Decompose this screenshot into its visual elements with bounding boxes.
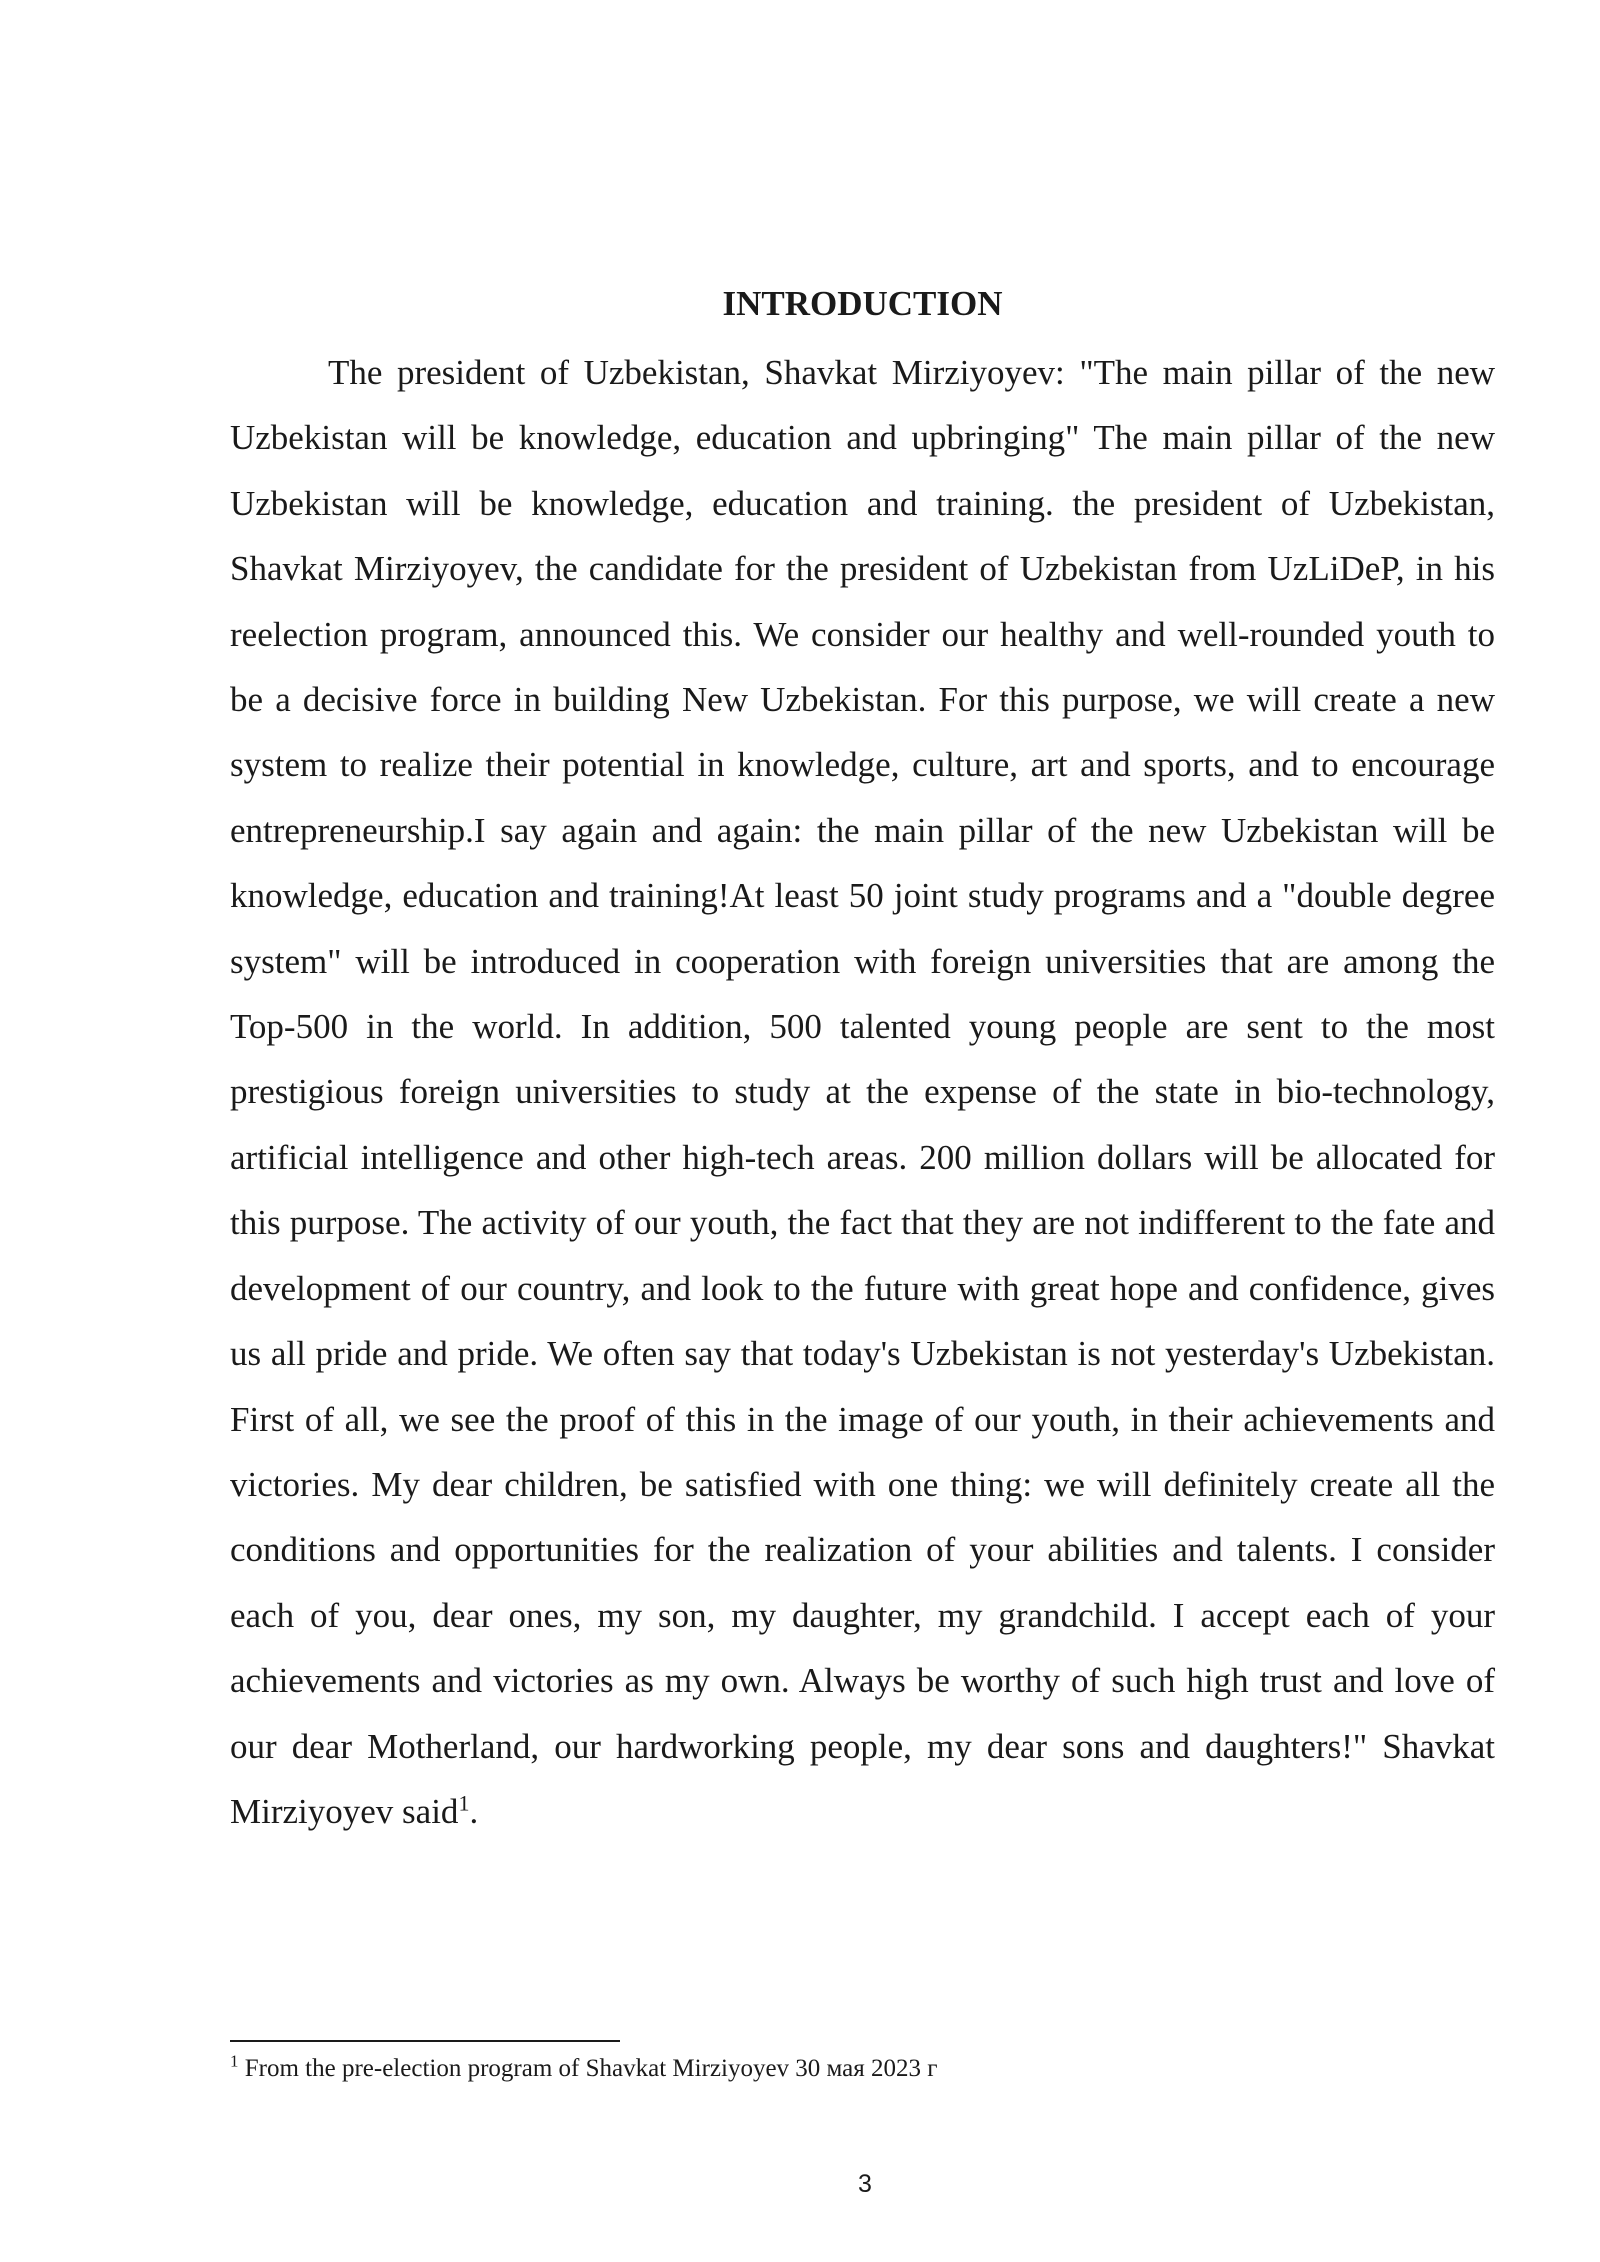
body-text: The president of Uzbekistan, Shavkat Mirziyoyev: "The main pillar of the new Uzbekistan will be knowledge, education and upbringing" The main pillar of the new Uzbekistan will be knowledge, education and training. the president of Uzbekistan, Shavkat Mirziyoyev, the candidate for the president of Uzbekistan from UzLiDeP, in his reelection program, announced this. We consider our healthy and well-rounded youth to be a decisive force in building New Uzbekistan. For this purpose, we will create a new system to realize their potential in knowledge, culture, art and sports, and to encourage entrepreneurship.I say again and again: the main pillar of the new Uzbekistan will be knowledge, education and training!At least 50 joint study programs and a "double degree system" will be introduced in cooperation with foreign universities that are among the Top-500 in the world. In addition, 500 talented young people are sent to the most prestigious foreign universities to study at the expense of the state in bio-technology, artificial intelligence and other high-tech areas. 200 million dollars will be allocated for this purpose. The activity of our youth, the fact that they are not indifferent to the fate and development of our country, and look to the future with great hope and confidence, gives us all pride and pride. We often say that today's Uzbekistan is not yesterday's Uzbekistan. First of all, we see the proof of this in the image of our youth, in their achievements and victories. My dear children, be satisfied with one thing: we will definitely create all the conditions and opportunities for the realization of your abilities and talents. I consider each of you, dear ones, my son, my daughter, my grandchild. I accept each of your achievements and victories as my own. Always be worthy of such high trust and love of our dear Motherland, our hardworking people, my dear sons and daughters!" Shavkat Mirziyoyev said [230,353,1495,1831]
body-end-punctuation: . [469,1791,479,1831]
footnote-separator [230,2040,620,2042]
body-paragraph [230,340,1495,1844]
page-number: 3 [858,2170,872,2198]
footnote-mark: 1 [230,2051,239,2071]
footnote [230,2052,1495,2086]
section-heading: INTRODUCTION [722,284,1003,323]
footnote-text: From the pre-election program of Shavkat Mirziyoyev 30 мая 2023 г [238,2055,938,2082]
footnote-reference: 1 [458,1790,470,1816]
